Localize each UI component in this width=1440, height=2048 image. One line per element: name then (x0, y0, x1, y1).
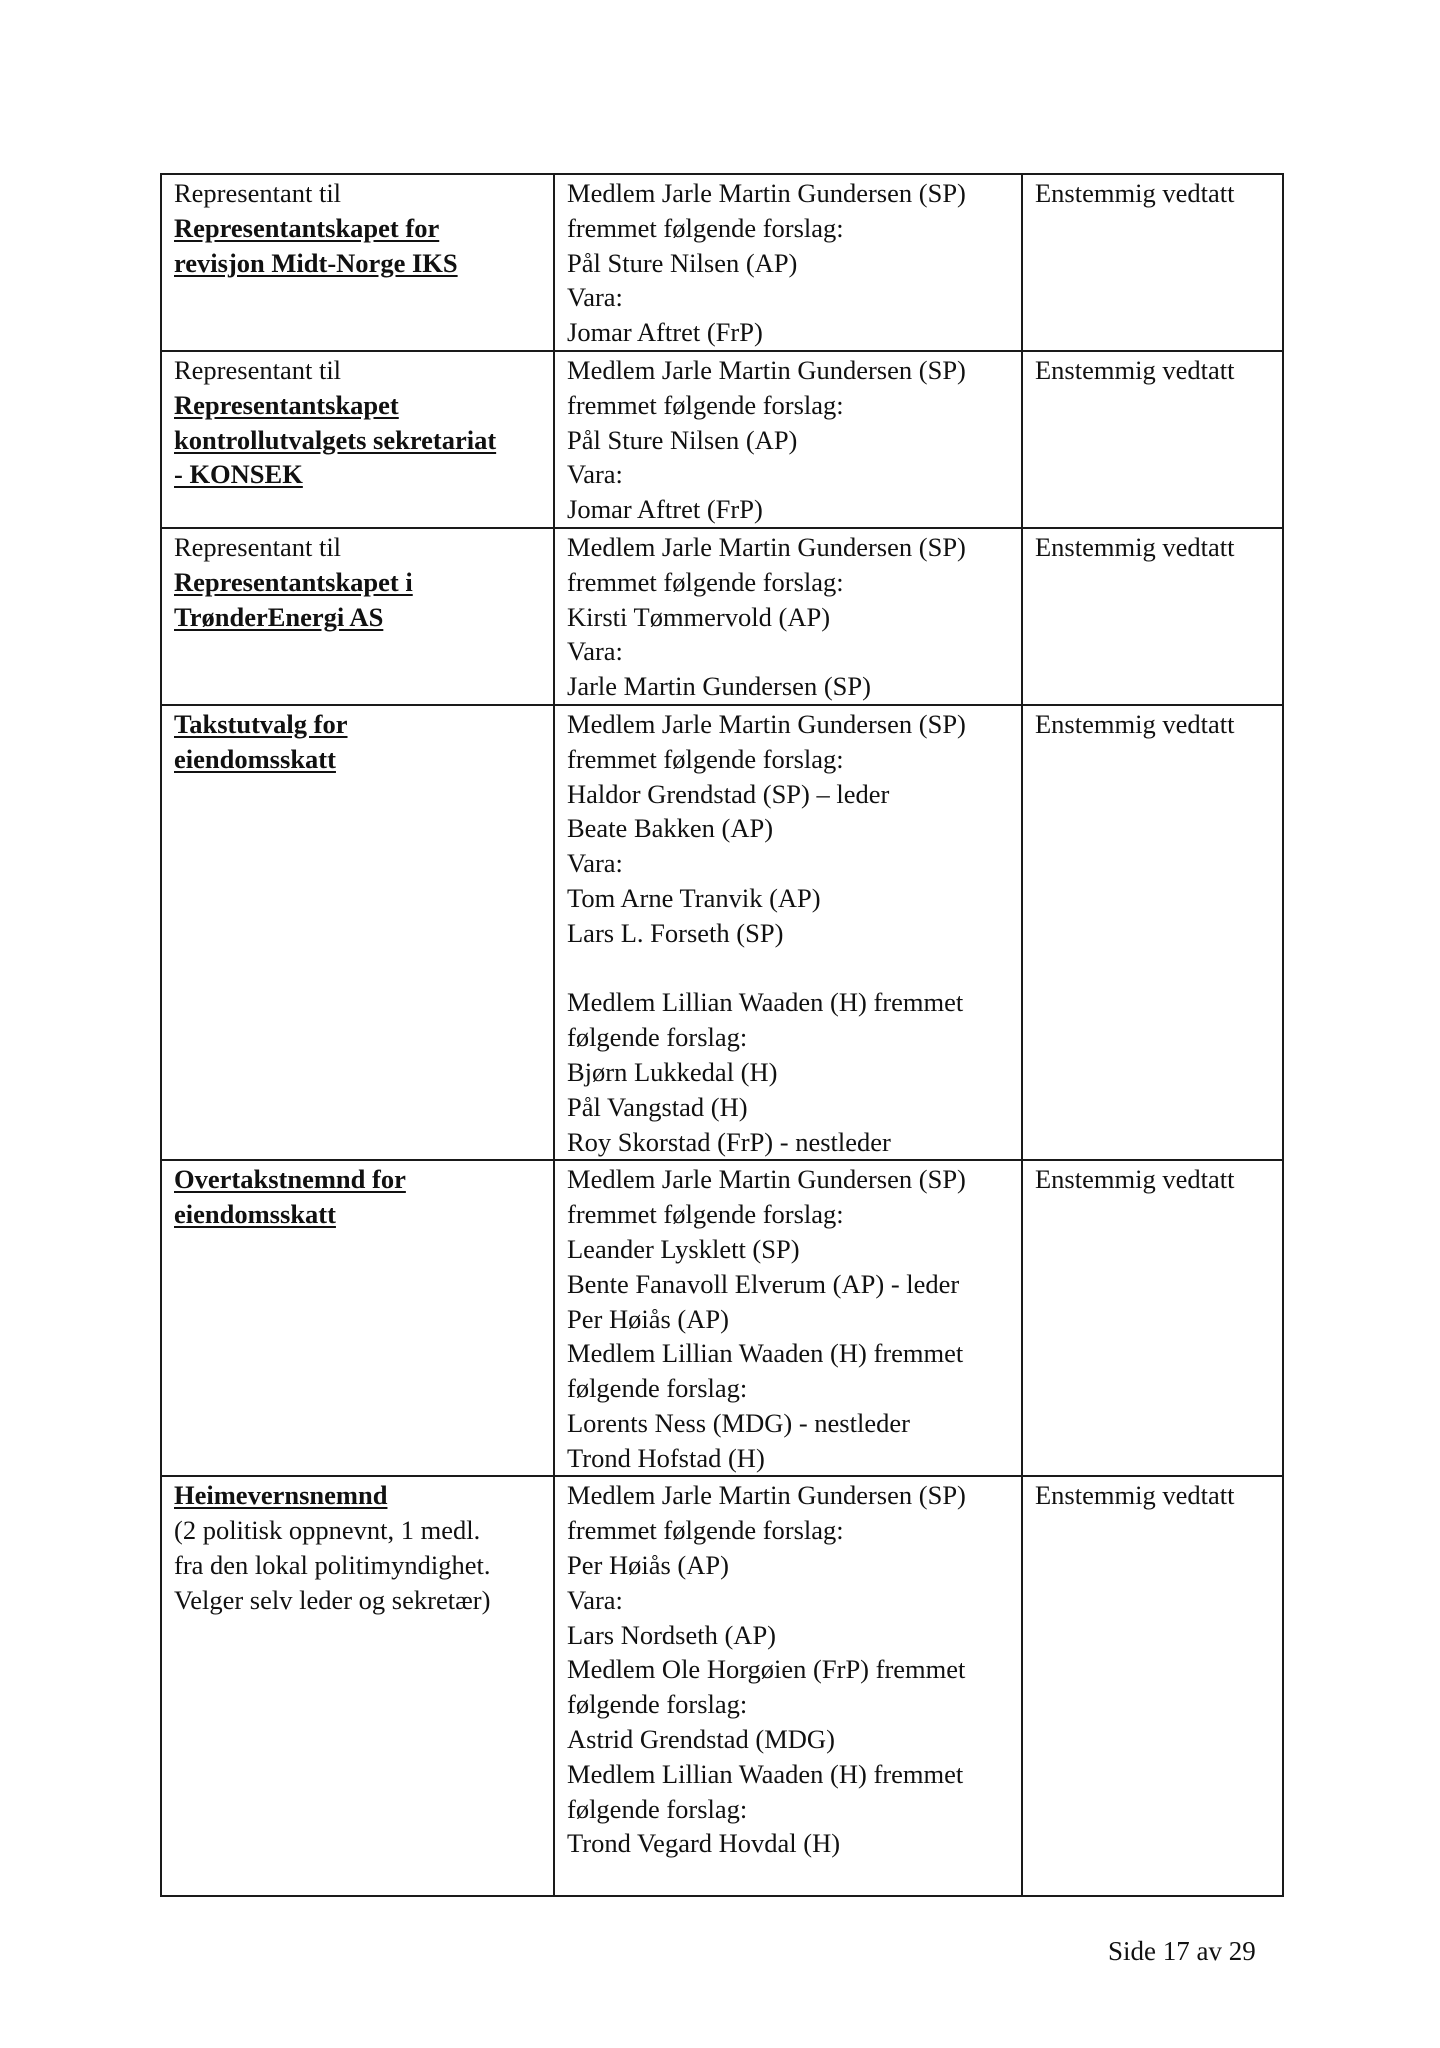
proposal-line: Kirsti Tømmervold (AP) (567, 601, 831, 632)
proposal-line: Medlem Jarle Martin Gundersen (SP) (567, 531, 966, 562)
table-row (161, 174, 1283, 351)
proposal-cell (554, 705, 1022, 1160)
proposal-cell (554, 1476, 1022, 1896)
body-title-line: eiendomsskatt (174, 743, 336, 774)
proposal-line: Trond Hofstad (H) (567, 1442, 765, 1473)
proposal-line: Lorents Ness (MDG) - nestleder (567, 1407, 910, 1438)
body-name-cell (161, 1476, 554, 1896)
body-note-line: fra den lokal politimyndighet. (174, 1550, 491, 1581)
body-note-line: (2 politisk oppnevnt, 1 medl. (174, 1515, 481, 1546)
body-name-cell (161, 174, 554, 351)
proposal-line: følgende forslag: (567, 1373, 748, 1404)
table-row (161, 1476, 1283, 1896)
decision-text: Enstemmig vedtatt (1035, 178, 1235, 208)
decision-text: Enstemmig vedtatt (1035, 708, 1235, 739)
body-name-cell (161, 1160, 554, 1476)
table-row (161, 351, 1283, 528)
decision-text: Enstemmig vedtatt (1035, 531, 1235, 562)
proposal-line: Vara: (567, 636, 623, 667)
page-number: Side 17 av 29 (1108, 1936, 1256, 1966)
proposal-line: Bjørn Lukkedal (H) (567, 1056, 778, 1087)
proposal-line: Medlem Jarle Martin Gundersen (SP) (567, 178, 966, 208)
decision-cell (1022, 705, 1283, 1160)
proposal-line: Pål Sture Nilsen (AP) (567, 247, 798, 278)
proposal-line: Vara: (567, 1584, 623, 1615)
proposal-line: Roy Skorstad (FrP) - nestleder (567, 1126, 891, 1157)
decision-text: Enstemmig vedtatt (1035, 1164, 1235, 1195)
table-row (161, 705, 1283, 1160)
proposal-line: følgende forslag: (567, 1689, 748, 1720)
body-note-line: Velger selv leder og sekretær) (174, 1584, 491, 1615)
proposal-line: Beate Bakken (AP) (567, 813, 774, 844)
proposal-cell (554, 1160, 1022, 1476)
body-title-line: kontrollutvalgets sekretariat (174, 424, 497, 455)
proposal-line: Medlem Jarle Martin Gundersen (SP) (567, 708, 966, 739)
body-name-cell (161, 528, 554, 705)
appointments-table-body (161, 174, 1283, 1896)
table-row (161, 1160, 1283, 1476)
body-title-line: Representantskapet i (174, 566, 413, 597)
body-title-line: Overtakstnemnd for (174, 1164, 406, 1195)
body-title-line: Takstutvalg for (174, 708, 348, 739)
body-title-line: - KONSEK (174, 459, 303, 490)
body-intro-text: Representant til (174, 531, 342, 562)
proposal-line: Lars L. Forseth (SP) (567, 917, 784, 948)
proposal-line: Vara: (567, 282, 623, 313)
proposal-cell (554, 528, 1022, 705)
proposal-line: fremmet følgende forslag: (567, 389, 844, 420)
proposal-line: Pål Vangstad (H) (567, 1091, 748, 1122)
proposal-line: Trond Vegard Hovdal (H) (567, 1828, 841, 1859)
appointments-table (160, 173, 1284, 1897)
body-intro-text: Representant til (174, 178, 342, 208)
decision-text: Enstemmig vedtatt (1035, 1480, 1235, 1511)
proposal-cell (554, 174, 1022, 351)
proposal-line: Jomar Aftret (FrP) (567, 494, 763, 525)
proposal-line: Medlem Jarle Martin Gundersen (SP) (567, 1480, 966, 1511)
proposal-line: Astrid Grendstad (MDG) (567, 1724, 835, 1755)
proposal-line: Pål Sture Nilsen (AP) (567, 424, 798, 455)
proposal-line: følgende forslag: (567, 1022, 748, 1053)
decision-cell (1022, 1160, 1283, 1476)
proposal-line: fremmet følgende forslag: (567, 566, 844, 597)
proposal-line: Per Høiås (AP) (567, 1303, 729, 1334)
proposal-line: Vara: (567, 459, 623, 490)
body-title-line: TrønderEnergi AS (174, 601, 384, 632)
proposal-line: Tom Arne Tranvik (AP) (567, 882, 821, 913)
body-title-line: Heimevernsnemnd (174, 1480, 388, 1511)
body-title-line: Representantskapet (174, 389, 399, 420)
proposal-line: Medlem Jarle Martin Gundersen (SP) (567, 354, 966, 385)
proposal-line: Medlem Lillian Waaden (H) fremmet (567, 987, 964, 1018)
proposal-line: fremmet følgende forslag: (567, 212, 844, 243)
table-row (161, 528, 1283, 705)
proposal-line: Bente Fanavoll Elverum (AP) - leder (567, 1268, 960, 1299)
body-intro-text: Representant til (174, 354, 342, 385)
proposal-line: fremmet følgende forslag: (567, 1515, 844, 1546)
proposal-line: Vara: (567, 848, 623, 879)
proposal-line: fremmet følgende forslag: (567, 1199, 844, 1230)
proposal-line: Leander Lysklett (SP) (567, 1233, 800, 1264)
proposal-line: følgende forslag: (567, 1793, 748, 1824)
proposal-line: Medlem Lillian Waaden (H) fremmet (567, 1338, 964, 1369)
body-title-line: eiendomsskatt (174, 1199, 336, 1230)
proposal-line: fremmet følgende forslag: (567, 743, 844, 774)
proposal-line: Lars Nordseth (AP) (567, 1619, 777, 1650)
proposal-line: Medlem Ole Horgøien (FrP) fremmet (567, 1654, 966, 1685)
proposal-line: Medlem Jarle Martin Gundersen (SP) (567, 1164, 966, 1195)
proposal-line: Per Høiås (AP) (567, 1550, 729, 1581)
body-name-cell (161, 705, 554, 1160)
decision-cell (1022, 351, 1283, 528)
decision-cell (1022, 528, 1283, 705)
decision-cell (1022, 174, 1283, 351)
decision-text: Enstemmig vedtatt (1035, 354, 1235, 385)
proposal-line: Jarle Martin Gundersen (SP) (567, 671, 871, 702)
proposal-line: Jomar Aftret (FrP) (567, 317, 763, 348)
proposal-line: Haldor Grendstad (SP) – leder (567, 778, 890, 809)
body-title-line: revisjon Midt-Norge IKS (174, 247, 458, 278)
body-name-cell (161, 351, 554, 528)
body-title-line: Representantskapet for (174, 212, 440, 243)
proposal-line: Medlem Lillian Waaden (H) fremmet (567, 1758, 964, 1789)
proposal-cell (554, 351, 1022, 528)
proposal-line (567, 951, 1009, 986)
decision-cell (1022, 1476, 1283, 1896)
